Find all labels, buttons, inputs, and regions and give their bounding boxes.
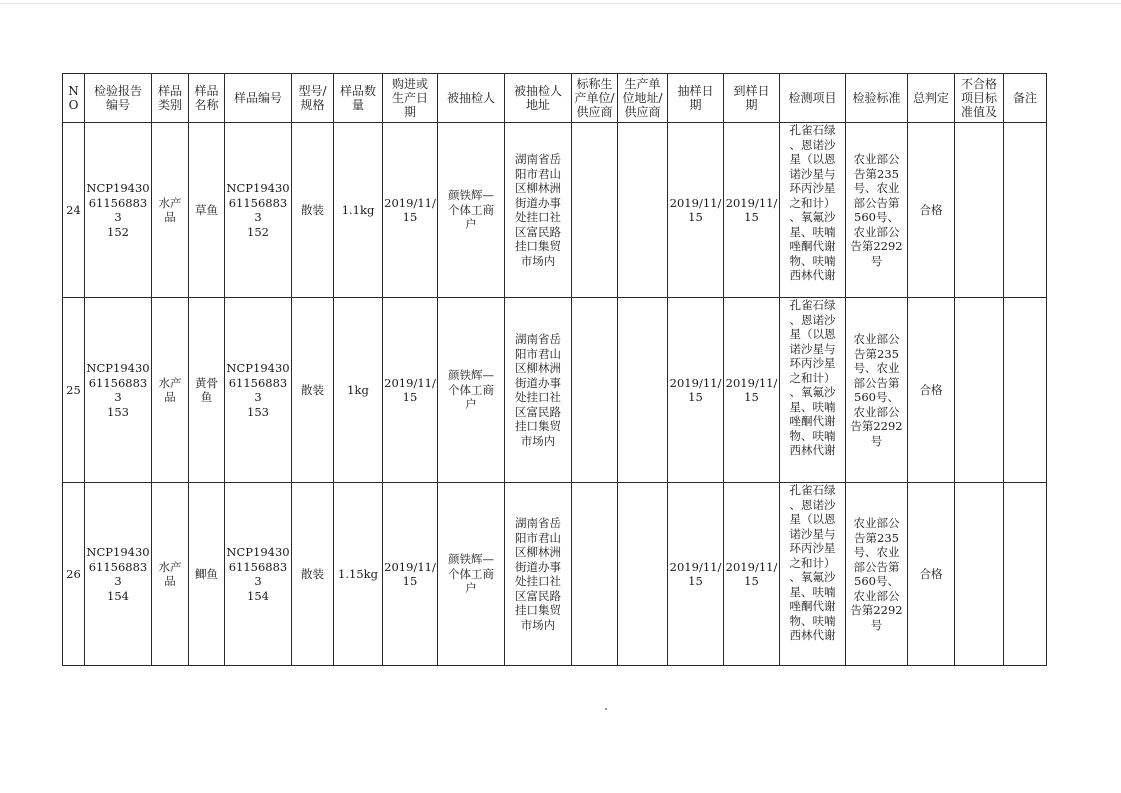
cell-quantity: 1.15kg <box>334 483 383 666</box>
col-header-producer-address: 生产单 位地址/ 供应商 <box>618 74 668 123</box>
cell-inspected: 颜铁辉— 个体工商 户 <box>438 298 505 483</box>
cell-producer-address <box>618 298 668 483</box>
cell-sample-no: NCP19430 611568833 152 <box>225 123 292 298</box>
cell-remark <box>1004 483 1047 666</box>
cell-arrival-date: 2019/11/ 15 <box>724 483 780 666</box>
cell-verdict: 合格 <box>908 298 955 483</box>
cell-standard: 农业部公 告第235 号、农业 部公告第 560号、 农业部公 告第2292 号 <box>846 483 908 666</box>
col-header-standard: 检验标准 <box>846 74 908 123</box>
col-header-no: N O <box>63 74 85 123</box>
cell-quantity: 1.1kg <box>334 123 383 298</box>
table-row <box>63 483 1047 666</box>
scan-speck <box>605 708 607 710</box>
cell-spec: 散装 <box>292 298 334 483</box>
scan-edge-line <box>0 3 1121 4</box>
cell-items: 孔雀石绿 、恩诺沙 星（以恩 诺沙星与 环丙沙星 之和计） 、氧氟沙 星、呋喃 唑酮代谢 物、呋喃 西林代谢 <box>780 298 846 483</box>
cell-arrival-date: 2019/11/ 15 <box>724 123 780 298</box>
cell-name: 黄骨 鱼 <box>189 298 225 483</box>
cell-purchase-date: 2019/11/ 15 <box>383 483 438 666</box>
cell-address: 湖南省岳 阳市君山 区柳林洲 街道办事 处挂口社 区富民路 挂口集贸 市场内 <box>505 483 572 666</box>
cell-unqualified <box>955 298 1004 483</box>
inspection-results-table <box>62 73 1047 666</box>
col-header-arrival-date: 到样日 期 <box>724 74 780 123</box>
col-header-inspected: 被抽检人 <box>438 74 505 123</box>
cell-report-no: NCP19430 611568833 153 <box>85 298 152 483</box>
table-row <box>63 298 1047 483</box>
cell-arrival-date: 2019/11/ 15 <box>724 298 780 483</box>
cell-inspected: 颜铁辉— 个体工商 户 <box>438 483 505 666</box>
col-header-sampling-date: 抽样日 期 <box>668 74 724 123</box>
inspection-results-sheet <box>62 73 1047 666</box>
cell-producer <box>572 483 618 666</box>
col-header-unqualified: 不合格 项目标 准值及 <box>955 74 1004 123</box>
col-header-purchase-date: 购进或 生产日 期 <box>383 74 438 123</box>
cell-quantity: 1kg <box>334 298 383 483</box>
cell-unqualified <box>955 483 1004 666</box>
cell-remark <box>1004 298 1047 483</box>
cell-report-no: NCP19430 611568833 152 <box>85 123 152 298</box>
col-header-category: 样品 类别 <box>152 74 189 123</box>
cell-address: 湖南省岳 阳市君山 区柳林洲 街道办事 处挂口社 区富民路 挂口集贸 市场内 <box>505 298 572 483</box>
cell-remark <box>1004 123 1047 298</box>
col-header-remark: 备注 <box>1004 74 1047 123</box>
col-header-spec: 型号/ 规格 <box>292 74 334 123</box>
cell-items: 孔雀石绿 、恩诺沙 星（以恩 诺沙星与 环丙沙星 之和计） 、氧氟沙 星、呋喃 唑酮代谢 物、呋喃 西林代谢 <box>780 123 846 298</box>
cell-no: 26 <box>63 483 85 666</box>
cell-no: 25 <box>63 298 85 483</box>
cell-address: 湖南省岳 阳市君山 区柳林洲 街道办事 处挂口社 区富民路 挂口集贸 市场内 <box>505 123 572 298</box>
col-header-verdict: 总判定 <box>908 74 955 123</box>
cell-verdict: 合格 <box>908 123 955 298</box>
cell-producer-address <box>618 123 668 298</box>
cell-sampling-date: 2019/11/ 15 <box>668 123 724 298</box>
cell-items: 孔雀石绿 、恩诺沙 星（以恩 诺沙星与 环丙沙星 之和计） 、氧氟沙 星、呋喃 唑酮代谢 物、呋喃 西林代谢 <box>780 483 846 666</box>
cell-category: 水产 品 <box>152 123 189 298</box>
table-row <box>63 123 1047 298</box>
cell-standard: 农业部公 告第235 号、农业 部公告第 560号、 农业部公 告第2292 号 <box>846 123 908 298</box>
col-header-items: 检测项目 <box>780 74 846 123</box>
cell-spec: 散装 <box>292 123 334 298</box>
cell-producer <box>572 123 618 298</box>
col-header-quantity: 样品数 量 <box>334 74 383 123</box>
cell-sample-no: NCP19430 611568833 153 <box>225 298 292 483</box>
col-header-report-no: 检验报告 编号 <box>85 74 152 123</box>
col-header-name: 样品 名称 <box>189 74 225 123</box>
cell-sampling-date: 2019/11/ 15 <box>668 483 724 666</box>
cell-category: 水产 品 <box>152 483 189 666</box>
cell-purchase-date: 2019/11/ 15 <box>383 298 438 483</box>
cell-name: 草鱼 <box>189 123 225 298</box>
col-header-producer: 标称生 产单位/ 供应商 <box>572 74 618 123</box>
header-row <box>63 74 1047 123</box>
cell-purchase-date: 2019/11/ 15 <box>383 123 438 298</box>
col-header-address: 被抽检人 地址 <box>505 74 572 123</box>
col-header-sample-no: 样品编号 <box>225 74 292 123</box>
cell-inspected: 颜铁辉— 个体工商 户 <box>438 123 505 298</box>
cell-report-no: NCP19430 611568833 154 <box>85 483 152 666</box>
cell-unqualified <box>955 123 1004 298</box>
cell-name: 鲫鱼 <box>189 483 225 666</box>
cell-producer-address <box>618 483 668 666</box>
cell-verdict: 合格 <box>908 483 955 666</box>
cell-spec: 散装 <box>292 483 334 666</box>
cell-category: 水产 品 <box>152 298 189 483</box>
cell-standard: 农业部公 告第235 号、农业 部公告第 560号、 农业部公 告第2292 号 <box>846 298 908 483</box>
cell-sample-no: NCP19430 611568833 154 <box>225 483 292 666</box>
cell-sampling-date: 2019/11/ 15 <box>668 298 724 483</box>
cell-producer <box>572 298 618 483</box>
cell-no: 24 <box>63 123 85 298</box>
